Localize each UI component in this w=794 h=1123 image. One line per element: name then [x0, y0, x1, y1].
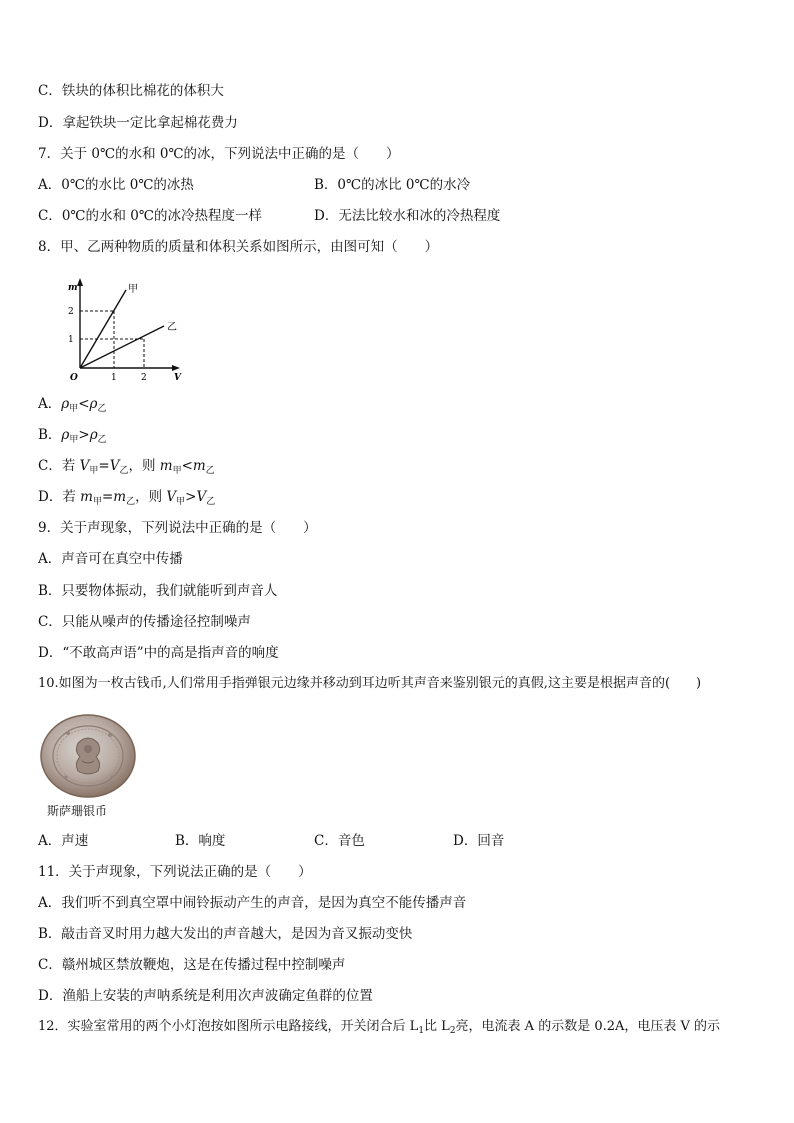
y-axis-label: m — [68, 283, 78, 293]
x-axis-label: V — [174, 373, 181, 383]
q9-stem: 9．关于声现象，下列说法中正确的是（ ） — [38, 520, 317, 536]
q6-option-c: C．铁块的体积比棉花的体积大 — [38, 83, 224, 99]
x-tick-2: 2 — [141, 373, 147, 383]
x-axis-arrow — [172, 365, 180, 371]
q10-stem: 10.如图为一枚古钱币,人们常用手指弹银元边缘并移动到耳边听其声音来鉴别银元的真假,这主要是根据声音的( ) — [38, 676, 702, 691]
q7-option-a: A．0℃的水比 0℃的冰热 — [38, 177, 194, 193]
q11-option-b: B．敲击音叉时用力越大发出的声音越大，是因为音叉振动变快 — [38, 926, 413, 942]
q8-option-b: B．$\rho_甲>\rho_乙$ — [38, 427, 107, 445]
x-tick-1: 1 — [111, 373, 117, 383]
q8-stem: 8．甲、乙两种物质的质量和体积关系如图所示，由图可知（ ） — [38, 239, 439, 255]
q11-option-a: A．我们听不到真空罩中闹铃振动产生的声音，是因为真空不能传播声音 — [38, 895, 467, 911]
q8-option-d: D．若 $m_甲=m_乙$，则 $V_甲>V_乙$ — [38, 489, 216, 507]
line-jia-label: 甲 — [128, 284, 138, 295]
q7-option-d: D．无法比较水和冰的冷热程度 — [314, 208, 501, 224]
q12-stem: 12．实验室常用的两个小灯泡按如图所示电路接线，开关闭合后 $L_1$比 $L_2$亮，电流表 A 的示数是 0.2A，电压表 V 的示 — [38, 1019, 721, 1036]
q7-option-c: C．0℃的水和 0℃的冰冷热程度一样 — [38, 208, 263, 224]
mass-volume-graph — [58, 276, 188, 386]
q9-option-d: D．“不敢高声语”中的高是指声音的响度 — [38, 645, 279, 661]
q9-option-b: B．只要物体振动，我们就能听到声音人 — [38, 583, 278, 599]
q9-option-c: C．只能从噪声的传播途径控制噪声 — [38, 614, 251, 630]
y-tick-1: 1 — [68, 335, 74, 345]
coin-caption: 斯萨珊银币 — [47, 804, 108, 818]
sasanian-silver-coin-image — [38, 713, 138, 799]
q11-stem: 11．关于声现象，下列说法正确的是（ ） — [38, 864, 312, 880]
q8-option-a: A．$\rho_甲<\rho_乙$ — [38, 396, 107, 414]
y-axis-arrow — [77, 278, 83, 286]
q6-option-d: D．拿起铁块一定比拿起棉花费力 — [38, 115, 238, 131]
origin-label: O — [70, 373, 78, 383]
q8-option-c: C．若 $V_甲=V_乙$，则 $m_甲<m_乙$ — [38, 458, 215, 476]
q7-option-b: B．0℃的冰比 0℃的水冷 — [314, 177, 471, 193]
line-yi-label: 乙 — [167, 322, 177, 333]
q10-option-b: B．响度 — [175, 833, 226, 849]
q9-option-a: A．声音可在真空中传播 — [38, 551, 183, 567]
q11-option-c: C．赣州城区禁放鞭炮，这是在传播过程中控制噪声 — [38, 957, 346, 973]
q7-stem: 7．关于 0℃的水和 0℃的冰，下列说法中正确的是（ ） — [38, 146, 400, 162]
y-tick-2: 2 — [68, 307, 74, 317]
q10-option-a: A．声速 — [38, 833, 89, 849]
q11-option-d: D．渔船上安装的声呐系统是利用次声波确定鱼群的位置 — [38, 988, 373, 1004]
q10-option-c: C．音色 — [314, 833, 365, 849]
q10-option-d: D．回音 — [453, 833, 505, 849]
